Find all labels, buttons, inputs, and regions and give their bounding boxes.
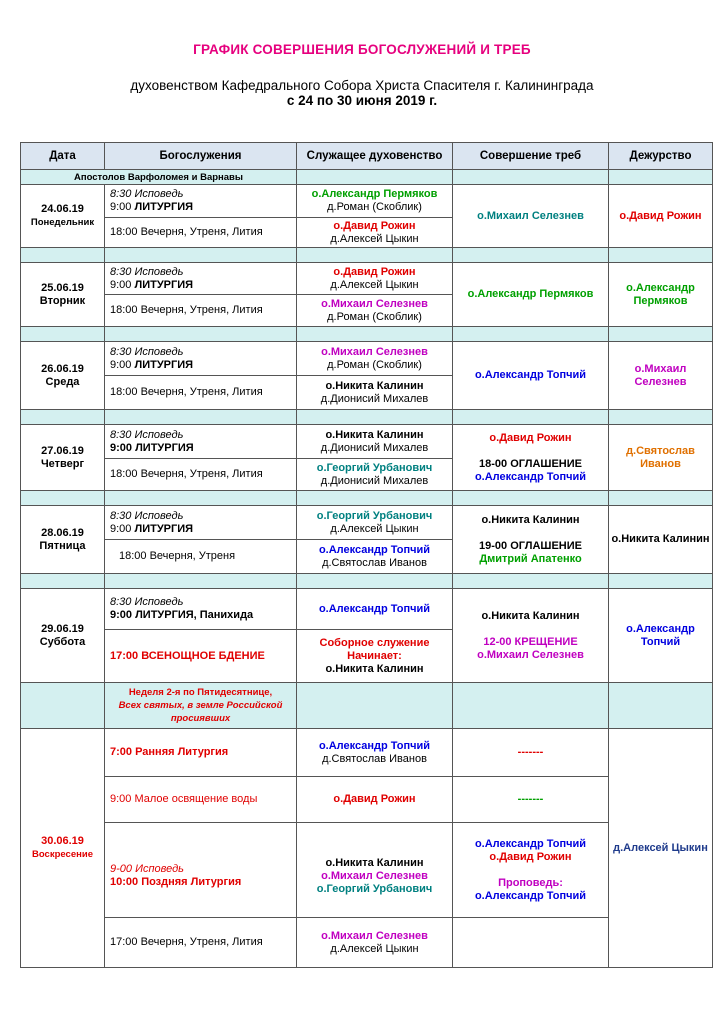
date-cell: 30.06.19 Воскресение (21, 729, 105, 968)
morning-clergy: о.Никита Калинин д.Дионисий Михалев (297, 425, 453, 459)
separator-row (21, 491, 713, 506)
morning-clergy: о.Давид Рожин д.Алексей Цыкин (297, 263, 453, 295)
page-title: ГРАФИК СОВЕРШЕНИЯ БОГОСЛУЖЕНИЙ И ТРЕБ (193, 42, 531, 57)
clergy-early-liturgy: о.Александр Топчий д.Святослав Иванов (297, 729, 453, 777)
duty-cell: о.Михаил Селезнев (609, 342, 713, 410)
evening-clergy: о.Никита Калинин д.Дионисий Михалев (297, 376, 453, 410)
evening-service: 18:00 Вечерня, Утреня, Лития (105, 295, 297, 327)
col-header-duty: Дежурство (609, 143, 713, 170)
duty-cell: о.Александр Пермяков (609, 263, 713, 327)
table-row (21, 170, 713, 185)
morning-service: 8:30 Исповедь 9:00 ЛИТУРГИЯ (105, 425, 297, 459)
separator-row (21, 410, 713, 425)
morning-service: 8:30 Исповедь 9:00 ЛИТУРГИЯ (105, 342, 297, 376)
col-header-clergy: Служащее духовенство (297, 143, 453, 170)
date-cell: 29.06.19 Суббота (21, 589, 105, 683)
treby-cell: о.Александр Топчий (453, 342, 609, 410)
col-header-treby: Совершение треб (453, 143, 609, 170)
separator-row (21, 574, 713, 589)
evening-service: 18:00 Вечерня, Утреня, Лития (105, 376, 297, 410)
separator-row (21, 248, 713, 263)
table-row (21, 185, 713, 218)
date-cell: 25.06.19 Вторник (21, 263, 105, 327)
clergy-evening: о.Михаил Селезнев д.Алексей Цыкин (297, 918, 453, 968)
morning-clergy: о.Александр Топчий (297, 589, 453, 630)
treby-cell: о.Никита Калинин 12-00 КРЕЩЕНИЕ о.Михаил Селезнев (453, 589, 609, 683)
table-row (21, 263, 713, 295)
treby-water: ------- (453, 777, 609, 823)
service-early-liturgy: 7:00 Ранняя Литургия (105, 729, 297, 777)
service-water-blessing: 9:00 Малое освящение воды (105, 777, 297, 823)
evening-clergy: о.Михаил Селезнев д.Роман (Скоблик) (297, 295, 453, 327)
col-header-services: Богослужения (105, 143, 297, 170)
evening-service: 18:00 Вечерня, Утреня, Лития (105, 218, 297, 248)
table-row (21, 589, 713, 630)
morning-clergy: о.Георгий Урбанович д.Алексей Цыкин (297, 506, 453, 540)
morning-service: 8:30 Исповедь 9:00 ЛИТУРГИЯ (105, 263, 297, 295)
morning-service: 8:30 Исповедь 9:00 ЛИТУРГИЯ, Панихида (105, 589, 297, 630)
treby-cell: о.Александр Пермяков (453, 263, 609, 327)
page-subtitle: духовенством Кафедрального Собора Христа Спасителя г. Калининграда (130, 78, 594, 93)
clergy-late-liturgy: о.Никита Калинин о.Михаил Селезнев о.Георгий Урбанович (297, 823, 453, 918)
col-header-date: Дата (21, 143, 105, 170)
table-header-row (21, 143, 713, 170)
treby-early: ------- (453, 729, 609, 777)
duty-cell: д.Алексей Цыкин (609, 729, 713, 968)
evening-service: 18:00 Вечерня, Утреня, Лития (105, 459, 297, 491)
duty-cell: о.Давид Рожин (609, 185, 713, 248)
duty-cell: о.Никита Калинин (609, 506, 713, 574)
feast-label: Неделя 2-я по Пятидесятнице, Всех святых, в земле Российской просиявших (105, 683, 297, 729)
separator-row (21, 327, 713, 342)
clergy-water-blessing: о.Давид Рожин (297, 777, 453, 823)
morning-clergy: о.Александр Пермяков д.Роман (Скоблик) (297, 185, 453, 218)
evening-clergy: Соборное служение Начинает: о.Никита Калинин (297, 630, 453, 683)
schedule-table (20, 142, 713, 968)
service-late-liturgy: 9-00 Исповедь 10:00 Поздняя Литургия (105, 823, 297, 918)
table-row (21, 425, 713, 459)
treby-cell: о.Никита Калинин 19-00 ОГЛАШЕНИЕ Дмитрий Апатенко (453, 506, 609, 574)
table-row (21, 729, 713, 777)
feast-label: Апостолов Варфоломея и Варнавы (21, 170, 297, 185)
morning-clergy: о.Михаил Селезнев д.Роман (Скоблик) (297, 342, 453, 376)
table-row (21, 683, 713, 729)
table-row (21, 342, 713, 376)
evening-clergy: о.Георгий Урбанович д.Дионисий Михалев (297, 459, 453, 491)
table-row (21, 506, 713, 540)
date-cell: 24.06.19 Понедельник (21, 185, 105, 248)
date-cell: 27.06.19 Четверг (21, 425, 105, 491)
evening-service: 18:00 Вечерня, Утреня (105, 540, 297, 574)
treby-cell: о.Михаил Селезнев (453, 185, 609, 248)
evening-clergy: о.Давид Рожин д.Алексей Цыкин (297, 218, 453, 248)
treby-cell: о.Давид Рожин 18-00 ОГЛАШЕНИЕ о.Александр Топчий (453, 425, 609, 491)
duty-cell: о.Александр Топчий (609, 589, 713, 683)
date-cell: 28.06.19 Пятница (21, 506, 105, 574)
morning-service: 8:30 Исповедь 9:00 ЛИТУРГИЯ (105, 506, 297, 540)
morning-service: 8:30 Исповедь 9:00 ЛИТУРГИЯ (105, 185, 297, 218)
service-evening: 17:00 Вечерня, Утреня, Лития (105, 918, 297, 968)
duty-cell: д.Святослав Иванов (609, 425, 713, 491)
treby-late: о.Александр Топчий о.Давид Рожин Проповедь: о.Александр Топчий (453, 823, 609, 918)
page-period: с 24 по 30 июня 2019 г. (286, 93, 438, 108)
date-cell: 26.06.19 Среда (21, 342, 105, 410)
evening-service: 17:00 ВСЕНОЩНОЕ БДЕНИЕ (105, 630, 297, 683)
evening-clergy: о.Александр Топчий д.Святослав Иванов (297, 540, 453, 574)
